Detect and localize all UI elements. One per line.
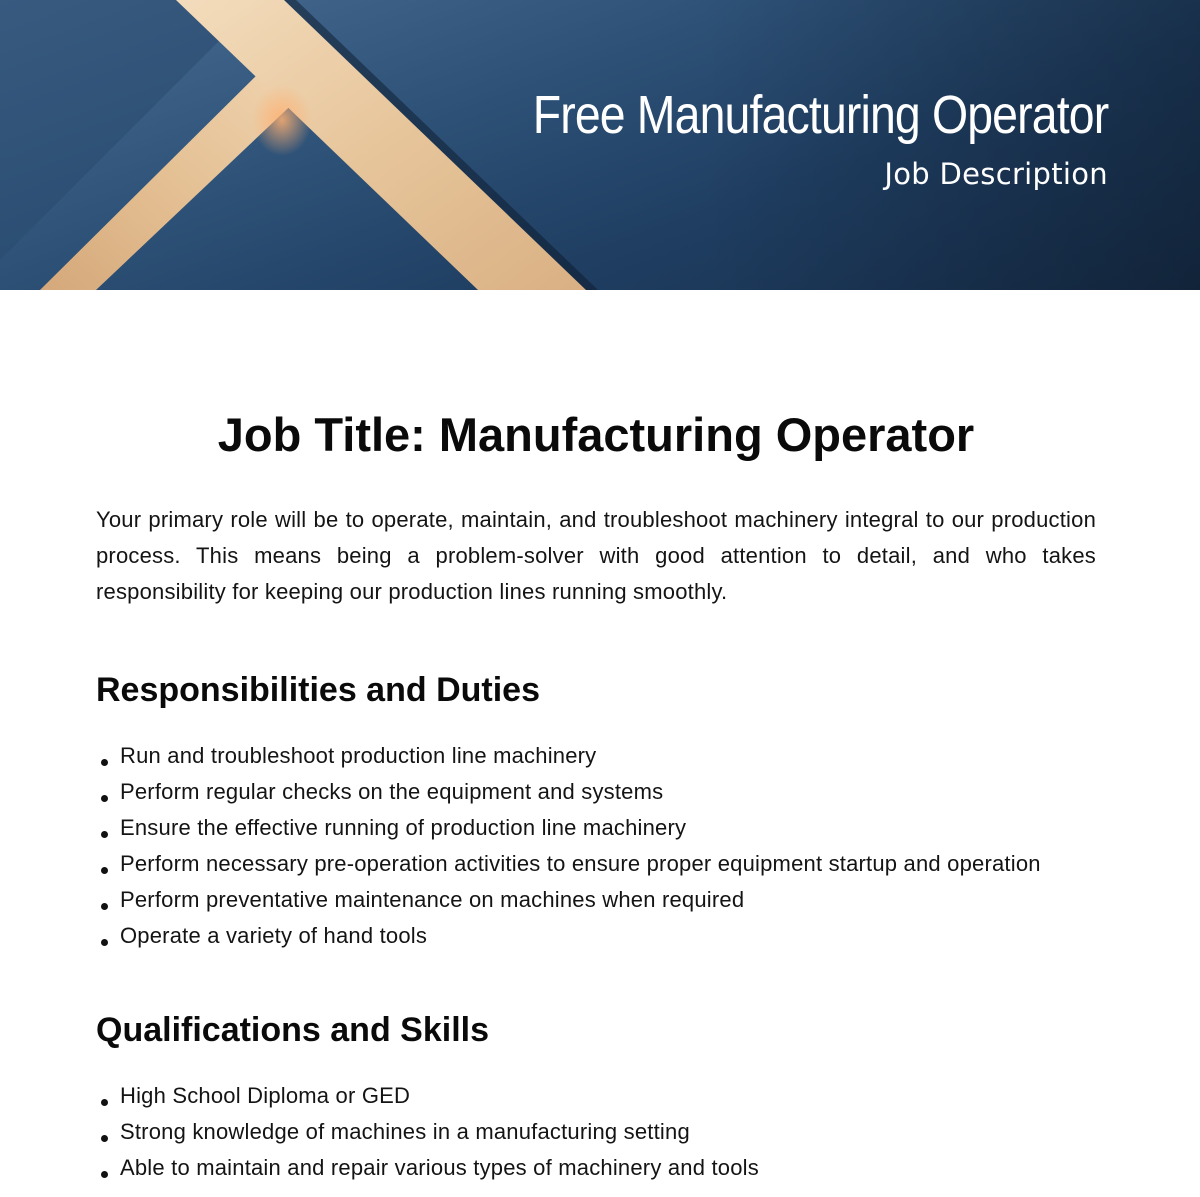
list-item-text: Run and troubleshoot production line machinery xyxy=(120,743,597,768)
banner-subtitle: Job Description xyxy=(884,157,1108,191)
list-item-text: Able to maintain and repair various types of machinery and tools xyxy=(120,1155,759,1180)
banner-title: Free Manufacturing Operator xyxy=(532,85,1108,145)
list-item xyxy=(96,738,1096,774)
bullet-icon xyxy=(101,759,108,766)
bullet-icon xyxy=(101,1171,108,1178)
responsibilities-list xyxy=(96,738,1096,954)
list-item xyxy=(96,1150,1096,1186)
bullet-icon xyxy=(101,939,108,946)
list-item-text: Strong knowledge of machines in a manufacturing setting xyxy=(120,1119,690,1144)
document-body xyxy=(96,400,1096,1186)
list-item-text: Perform necessary pre-operation activities to ensure proper equipment startup and operation xyxy=(120,851,1041,876)
list-item xyxy=(96,1078,1096,1114)
list-item xyxy=(96,810,1096,846)
responsibilities-heading: Responsibilities and Duties xyxy=(96,671,540,709)
job-title-heading: Job Title: Manufacturing Operator xyxy=(217,408,975,461)
qualifications-list xyxy=(96,1078,1096,1186)
list-item-text: Perform regular checks on the equipment and systems xyxy=(120,779,664,804)
bullet-icon xyxy=(101,795,108,802)
bullet-icon xyxy=(101,1099,108,1106)
list-item-text: Operate a variety of hand tools xyxy=(120,923,428,948)
list-item-text: Ensure the effective running of production line machinery xyxy=(120,815,687,840)
list-item-text: High School Diploma or GED xyxy=(120,1083,411,1108)
list-item-text: Perform preventative maintenance on machines when required xyxy=(120,887,745,912)
list-item xyxy=(96,774,1096,810)
list-item xyxy=(96,846,1096,882)
header-banner xyxy=(0,0,1200,290)
intro-paragraph: Your primary role will be to operate, maintain, and troubleshoot machinery integral to our production process. This means being a problem-solver with good attention to detail, and who takes responsibility for keeping our production lines running smoothly. xyxy=(96,507,1096,604)
bullet-icon xyxy=(101,1135,108,1142)
list-item xyxy=(96,1114,1096,1150)
bullet-icon xyxy=(101,867,108,874)
list-item xyxy=(96,918,1096,954)
bullet-icon xyxy=(101,831,108,838)
bullet-icon xyxy=(101,903,108,910)
qualifications-heading: Qualifications and Skills xyxy=(96,1011,489,1049)
list-item xyxy=(96,882,1096,918)
